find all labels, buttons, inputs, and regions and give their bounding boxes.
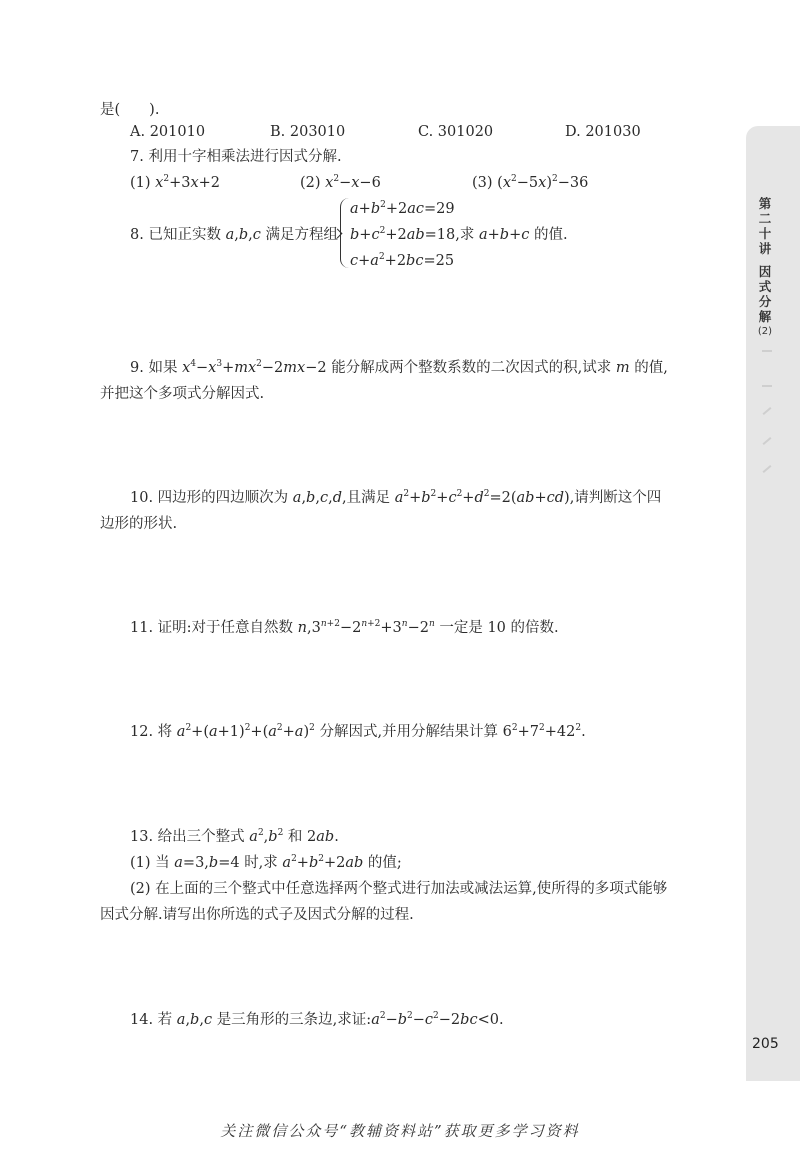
q14-line: 14. 若 a,b,c 是三角形的三条边,求证$:a^2-b^2-c^2-2bc<0$. (130, 1011, 504, 1028)
q8-lead: 8. 已知正实数 a,b,c 满足方程组 (130, 227, 338, 243)
q10-line1: 10. 四边形的四边顺次为 a,b,c,d,且满足 $a^2+b^2+c^2+d^2=2(ab+cd)$,请判断这个四 (130, 489, 662, 506)
q12-line: 12. 将 $a^2+(a+1)^2+(a^2+a)^2$ 分解因式,并用分解结果计算 $6^2+7^2+42^2$. (130, 723, 586, 740)
footer-note: 关注微信公众号“教辅资料站”获取更多学习资料 (220, 1122, 580, 1140)
q6-option-a: A. 201010 (130, 124, 206, 140)
decor-mark (762, 385, 772, 387)
q6-option-b: B. 203010 (270, 124, 346, 140)
q6-tail: 是( ). (100, 102, 160, 118)
q11-line: 11. 证明:对于任意自然数 $n,3^{n+2}-2^{n+2}+3^n-2^n$ 一定是 10 的倍数. (130, 619, 559, 636)
q7-title: 7. 利用十字相乘法进行因式分解. (130, 149, 342, 165)
q8-eq3: $c+a^2+2bc=25$ (350, 252, 455, 269)
q8-eq2: $b+c^2+2ab=18$,求 a+b+c 的值. (350, 226, 568, 243)
q7-part2: (2) $x^2-x-6$ (300, 174, 381, 191)
decor-mark (762, 350, 772, 352)
q8-eq1: $a+b^2+2ac=29$ (350, 200, 455, 217)
q9-line1: 9. 如果 $x^4-x^3+mx^2-2mx-2$ 能分解成两个整数系数的二次因式的积,试求 m 的值, (130, 359, 668, 376)
q13-part2: (2) 在上面的三个整式中任意选择两个整式进行加法或减法运算,使所得的多项式能够 (130, 881, 668, 897)
q13-line1: 13. 给出三个整式 $a^2,b^2$ 和 2ab. (130, 828, 339, 845)
q7-part1: (1) $x^2+3x+2$ (130, 174, 221, 191)
q13-part2-cont: 因式分解.请写出你所选的式子及因式分解的过程. (100, 907, 414, 923)
q7-part3: (3) $(x^2-5x)^2-36$ (472, 174, 589, 191)
q6-option-c: C. 301020 (418, 124, 494, 140)
q6-option-d: D. 201030 (565, 124, 641, 140)
chapter-label: 第 二 十 讲 因 式 分 解 (2) (757, 196, 773, 337)
q10-line2: 边形的形状. (100, 516, 178, 532)
q13-part1: (1) 当 a=3,b=4 时,求 $a^2+b^2+2ab$ 的值; (130, 854, 402, 871)
q9-line2: 并把这个多项式分解因式. (100, 386, 265, 402)
page-number: 205 (752, 1036, 779, 1052)
